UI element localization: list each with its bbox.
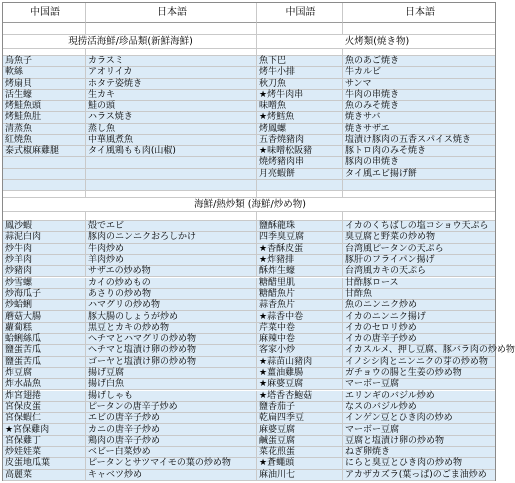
japanese-name-cell: タイ風鶏もも肉(山椒) [86,146,257,157]
chinese-name-cell: ★塔香杏鮑菇 [257,391,343,402]
table-row [3,311,495,322]
japanese-name-cell: 臭豆腐と野菜の炒め物 [343,232,495,243]
chinese-name-cell: 烤牛小排 [257,67,343,78]
japanese-name-cell: 魚のあご焼き [343,56,495,67]
japanese-name-cell: カイの炒めもの [86,278,257,289]
chinese-name-cell: ★蒼蠅頭 [257,458,343,469]
japanese-name-cell: 豚肝のフライパン揚げ [343,255,495,266]
section-title-left: 現捞活海鮮/珍品類(新鮮海鮮) [3,35,257,49]
table-row [3,470,495,481]
chinese-name-cell: 糖醋里肌 [257,278,343,289]
japanese-name-cell: 魚のニンニク炒め [343,300,495,311]
japanese-name-cell: イカスルメ、押し豆腐、豚バラ肉の炒め物 [345,345,515,356]
section-title-bottom: 海鮮/熱炒類 (海鮮/炒め物) [3,198,495,212]
japanese-name-cell: 牛カルビ [343,67,495,78]
japanese-name-cell: 台湾風ピータンの天ぷら [343,244,495,255]
japanese-name-cell: マーボー豆腐 [343,379,495,390]
japanese-name-cell: 焼きサザエ [343,124,495,135]
chinese-name-cell: ★蒜苗山豬肉 [257,357,343,368]
table-row [3,67,495,78]
japanese-name-cell: 甘酢豚ロース [343,278,495,289]
empty-cell [86,191,257,198]
chinese-name-cell: 泰式椒麻雞腿 [3,146,86,157]
japanese-name-cell: 鮭の頭 [86,101,257,112]
chinese-name-cell: 炒豬肉 [3,266,86,277]
japanese-name-cell: ヘチマとハマグリの炒め物 [86,334,257,345]
chinese-name-cell: 鹹蛋豆腐 [257,436,343,447]
chinese-name-cell: ★香酥皮蛋 [257,244,343,255]
japanese-name-cell: サンマ [343,79,495,90]
japanese-name-cell: 魚のみそ焼き [343,101,495,112]
table-row [3,180,495,191]
japanese-name-cell [343,180,495,191]
header-chinese-right: 中国語 [257,3,343,23]
chinese-name-cell [3,157,86,168]
chinese-name-cell: 蒜香魚片 [257,300,343,311]
chinese-name-cell: ★宮保雞肉 [3,424,86,435]
japanese-name-cell: 塩漬け豚肉の五香スパイス焼き [343,135,495,146]
table-row [3,323,495,334]
table-row [3,289,495,300]
chinese-name-cell: ★烤鱈魚 [257,112,343,123]
table-row [3,368,495,379]
chinese-name-cell: 糖醋魚片 [257,289,343,300]
japanese-name-cell: ヘチマと塩漬け卵の炒め物 [86,345,257,356]
chinese-name-cell: 燒烤豬肉串 [257,157,343,168]
section-title-right: 火烤類(焼き物) [257,35,495,49]
empty-cell [3,23,86,35]
section-title-row [3,35,495,49]
table-row [3,112,495,123]
table-row [3,413,495,424]
table-row [3,90,495,101]
chinese-name-cell: 炸豆腐 [3,368,86,379]
chinese-name-cell: 活生蠔 [3,90,86,101]
chinese-name-cell: 麻婆豆腐 [257,424,343,435]
chinese-name-cell: ★蒜香中卷 [257,311,343,322]
japanese-name-cell: アオリイカ [86,67,257,78]
chinese-name-cell: 烤鳳螺 [257,124,343,135]
chinese-name-cell: 烤鮭魚肚 [3,112,86,123]
japanese-name-cell: エビの唐辛子炒め [86,413,257,424]
japanese-name-cell: 豚肉の串焼き [343,157,495,168]
chinese-name-cell: 炒娃娃菜 [3,447,86,458]
japanese-name-cell: 台湾風カキの天ぷら [343,266,495,277]
japanese-name-cell: エリンギのバジル炒め [343,391,495,402]
japanese-name-cell: 甘酢魚 [343,289,495,300]
chinese-name-cell: 蘿蔔糕 [3,323,86,334]
spreadsheet [2,2,515,481]
japanese-name-cell: イノシシ肉とニンニクの芽の炒め物 [343,357,495,368]
japanese-name-cell: ゴーヤと塩漬け卵の炒め物 [86,357,257,368]
japanese-name-cell: あさりの炒め物 [86,289,257,300]
table-row [3,278,495,289]
japanese-name-cell: 豆腐と塩漬け卵の炒め物 [343,436,495,447]
chinese-name-cell: 烤鮭魚頭 [3,101,86,112]
japanese-name-cell: なスのバジル炒め [343,402,495,413]
chinese-name-cell: 炒海瓜子 [3,289,86,300]
chinese-name-cell: 炒蛤蜊 [3,300,86,311]
japanese-name-cell: イカのニンニク揚げ [343,311,495,322]
japanese-name-cell: アカザカズラ(葉っぱ)のごま油炒め [343,470,495,481]
japanese-name-cell: カニの唐辛子炒め [86,424,257,435]
japanese-name-cell: イカのくちばしの塩コショウ天ぷら [343,221,495,232]
section-title-row-bottom [3,198,495,212]
chinese-name-cell: ★炸豬排 [257,255,343,266]
chinese-name-cell: 紅燒魚 [3,135,86,146]
chinese-name-cell: 炒牛肉 [3,244,86,255]
japanese-name-cell: タイ風エビ揚げ餅 [343,169,495,180]
chinese-name-cell: 鹽酥龍珠 [257,221,343,232]
japanese-name-cell: ねぎ卵焼き [343,447,495,458]
header-japanese-left: 日本語 [86,3,257,23]
japanese-name-cell: 牛肉炒め [86,244,257,255]
header-row [3,3,495,23]
chinese-name-cell [3,169,86,180]
chinese-name-cell: 宮保蝦仁 [3,413,86,424]
japanese-name-cell: カラスミ [86,56,257,67]
chinese-name-cell: 麻油川七 [257,470,343,481]
chinese-name-cell: 菜花煎蛋 [257,447,343,458]
japanese-name-cell: インゲン豆とひき肉の炒め [343,413,495,424]
table-row [3,436,495,447]
japanese-name-cell: 揚げ白魚 [86,379,257,390]
chinese-name-cell: 炸水晶魚 [3,379,86,390]
chinese-name-cell [3,180,86,191]
spacer-row [3,23,495,35]
table-row [3,266,495,277]
spacer-row [3,49,495,56]
chinese-name-cell: 酥炸生蠔 [257,266,343,277]
table-row [3,391,495,402]
chinese-name-cell: 客家小炒 [257,345,343,356]
chinese-name-cell: 烏魚子 [3,56,86,67]
chinese-name-cell: 蘑菇大腸 [3,311,86,322]
spacer-row [3,191,495,198]
chinese-name-cell: 芹菜中卷 [257,323,343,334]
empty-cell [257,23,343,35]
table-row [3,157,495,168]
japanese-name-cell: 焼きサバ [343,112,495,123]
chinese-name-cell: 宮保皮蛋 [3,402,86,413]
chinese-name-cell: 月亮蝦餅 [257,169,343,180]
chinese-name-cell: 軟絲 [3,67,86,78]
chinese-name-cell: 蒜泥白肉 [3,232,86,243]
chinese-name-cell: 鹽蛋苦瓜 [3,357,86,368]
japanese-name-cell: ベビー白菜炒め [86,447,257,458]
chinese-name-cell: 鳳沙蝦 [3,221,86,232]
chinese-name-cell: 味噌魚 [257,101,343,112]
chinese-name-cell [257,180,343,191]
japanese-name-cell: 蒸し魚 [86,124,257,135]
japanese-name-cell: 鶏肉の唐辛子炒め [86,436,257,447]
chinese-name-cell: 四季臭豆腐 [257,232,343,243]
header-japanese-right: 日本語 [343,3,495,23]
chinese-name-cell: 乾扁四季豆 [257,413,343,424]
table-row [3,56,495,67]
chinese-name-cell: 五香燒豬肉 [257,135,343,146]
japanese-name-cell: マーボー豆腐 [343,424,495,435]
japanese-name-cell: 揚げしゃも [86,391,257,402]
japanese-name-cell: 揚げ豆腐 [86,368,257,379]
chinese-name-cell: 蛤蜊絲瓜 [3,334,86,345]
chinese-name-cell: 鹽蛋苦瓜 [3,345,86,356]
japanese-name-cell: ピータンの唐辛子炒め [86,402,257,413]
japanese-name-cell: 羊肉炒め [86,255,257,266]
japanese-name-cell: にらと臭豆とひき肉の炒め物 [343,458,495,469]
chinese-name-cell: 秋刀魚 [257,79,343,90]
chinese-name-cell: 清蒸魚 [3,124,86,135]
japanese-name-cell: 殻でエビ [86,221,257,232]
japanese-name-cell: 豚トロ肉のみそ焼き [343,146,495,157]
japanese-name-cell: ホタテ姿焼き [86,79,257,90]
chinese-name-cell: ★烤牛肉串 [257,90,343,101]
japanese-name-cell: キャベツ炒め [86,470,257,481]
chinese-name-cell: 宮保雞丁 [3,436,86,447]
japanese-name-cell: 生カキ [86,90,257,101]
empty-cell [3,191,86,198]
table-row [3,146,495,157]
chinese-name-cell: 鹽香茄子 [257,402,343,413]
japanese-name-cell: イカのセロリ炒め [343,323,495,334]
japanese-name-cell: 豚肉のニンニクおろしかけ [86,232,257,243]
japanese-name-cell: ハラス焼き [86,112,257,123]
chinese-name-cell: ★味噌松阪豬 [257,146,343,157]
chinese-name-cell: 魚下巴 [257,56,343,67]
empty-cell [343,23,495,35]
table-row [3,169,495,180]
chinese-name-cell: 高麗菜 [3,470,86,481]
chinese-name-cell: ★薑油雞腸 [257,368,343,379]
chinese-name-cell: 炸宮翅捲 [3,391,86,402]
japanese-name-cell [86,180,257,191]
chinese-name-cell: 烤扇貝 [3,79,86,90]
chinese-name-cell: 皮蛋地瓜葉 [3,458,86,469]
empty-cell [257,191,343,198]
chinese-name-cell: ★麻婆豆腐 [257,379,343,390]
japanese-name-cell: ガチョウの腸と生姜の炒め物 [343,368,495,379]
empty-cell [86,23,257,35]
japanese-name-cell: 豚大腸のしょうが炒め [86,311,257,322]
header-chinese-left: 中国語 [3,3,86,23]
chinese-name-cell: 炒雪螺 [3,278,86,289]
chinese-name-cell: 炒羊肉 [3,255,86,266]
table-row [3,79,495,90]
japanese-name-cell: イカの唐辛子炒め [343,334,495,345]
empty-cell [343,191,495,198]
table-row [3,101,495,112]
japanese-name-cell [86,169,257,180]
japanese-name-cell: ハマグリの炒め物 [86,300,257,311]
japanese-name-cell: 牛肉の串焼き [343,90,495,101]
japanese-name-cell [86,157,257,168]
japanese-name-cell: 中華風煮魚 [86,135,257,146]
chinese-name-cell: 麻辣中卷 [257,334,343,345]
japanese-name-cell: 黒豆とカキの炒め物 [86,323,257,334]
japanese-name-cell: ピータンとサツマイモの葉の炒め物 [86,458,257,469]
japanese-name-cell: サザエの炒め物 [86,266,257,277]
